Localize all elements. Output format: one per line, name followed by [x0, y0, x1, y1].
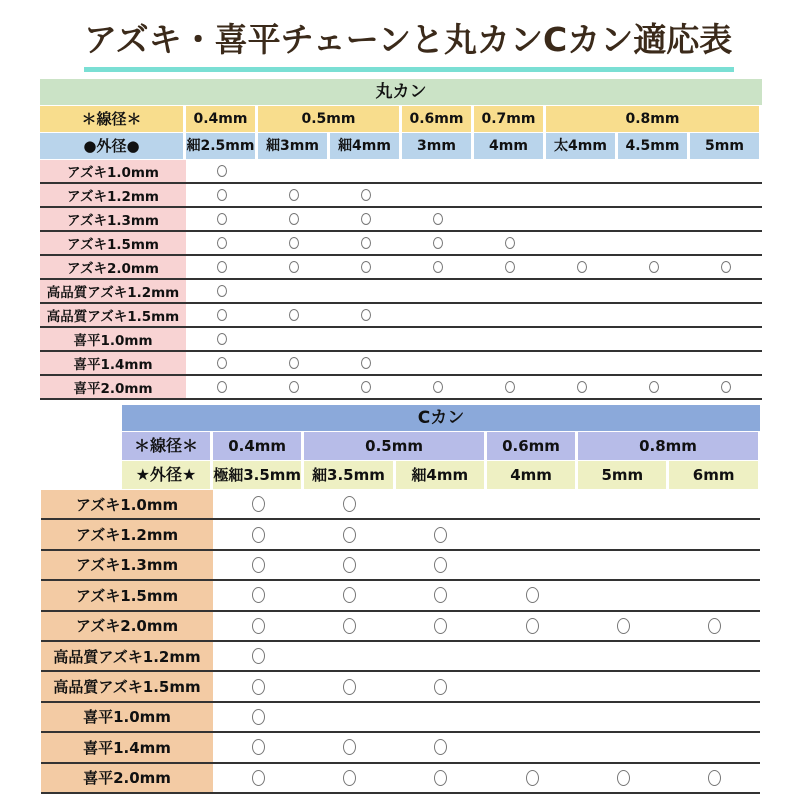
outer-diameter-row [40, 133, 762, 159]
mark-cell [304, 496, 395, 512]
table-row [41, 551, 760, 581]
compatible-circle-icon [289, 357, 299, 369]
compatible-circle-icon [289, 381, 299, 393]
row-label: アズキ1.0mm [41, 490, 213, 518]
mark-cell [395, 618, 486, 634]
mark-cell [186, 357, 258, 369]
outer-diameter-cell: 6mm [669, 461, 757, 489]
mark-cell [213, 739, 304, 755]
compatible-circle-icon [708, 770, 721, 786]
compatible-circle-icon [252, 587, 265, 603]
mark-cell [578, 770, 669, 786]
row-label: 喜平1.4mm [40, 352, 186, 374]
compatible-circle-icon [361, 237, 371, 249]
wire-diameter-cell: 0.8mm [546, 106, 759, 132]
compatible-circle-icon [217, 213, 227, 225]
outer-diameter-label: ●外径● [40, 133, 183, 159]
compatible-circle-icon [289, 309, 299, 321]
table-row [41, 642, 760, 672]
mark-cell [304, 557, 395, 573]
compatible-circle-icon [434, 527, 447, 543]
table-row [40, 184, 762, 208]
table-row [41, 733, 760, 763]
row-label: アズキ1.5mm [41, 581, 213, 609]
table-row [41, 612, 760, 642]
table-row [40, 160, 762, 184]
mark-cell [402, 237, 474, 249]
outer-diameter-cell: 3mm [402, 133, 471, 159]
row-label: 高品質アズキ1.2mm [40, 280, 186, 302]
table-row [41, 520, 760, 550]
mark-cell [186, 261, 258, 273]
mark-cell [690, 261, 762, 273]
compatible-circle-icon [252, 557, 265, 573]
table-header [122, 405, 760, 489]
compatible-circle-icon [434, 770, 447, 786]
compatible-circle-icon [217, 189, 227, 201]
mark-cell [304, 770, 395, 786]
wire-diameter-label: ＊線径＊ [40, 106, 183, 132]
wire-diameter-cell: 0.4mm [213, 432, 301, 460]
table-row [41, 581, 760, 611]
mark-cell [618, 381, 690, 393]
compatible-circle-icon [252, 496, 265, 512]
compatible-circle-icon [217, 261, 227, 273]
mark-cell [304, 679, 395, 695]
wire-diameter-label: ＊線径＊ [122, 432, 210, 460]
mark-cell [330, 381, 402, 393]
compatible-circle-icon [505, 237, 515, 249]
compatible-circle-icon [217, 309, 227, 321]
mark-cell [186, 285, 258, 297]
mark-cell [474, 381, 546, 393]
mark-cell [487, 770, 578, 786]
mark-cell [213, 709, 304, 725]
row-label: アズキ2.0mm [40, 256, 186, 278]
row-label: アズキ1.0mm [40, 160, 186, 182]
compatible-circle-icon [361, 357, 371, 369]
mark-cell [258, 309, 330, 321]
compatible-circle-icon [526, 618, 539, 634]
compatible-circle-icon [526, 770, 539, 786]
table-row [40, 352, 762, 376]
compatible-circle-icon [721, 381, 731, 393]
row-label: 喜平1.0mm [40, 328, 186, 350]
table-title: Cカン [122, 405, 760, 431]
wire-diameter-row [122, 432, 760, 460]
mark-cell [258, 237, 330, 249]
wire-diameter-cell: 0.7mm [474, 106, 543, 132]
mark-cell [258, 213, 330, 225]
row-label: アズキ1.2mm [40, 184, 186, 206]
mark-cell [395, 770, 486, 786]
compatible-circle-icon [289, 213, 299, 225]
mark-cell [186, 237, 258, 249]
compatible-circle-icon [434, 557, 447, 573]
compatible-circle-icon [252, 618, 265, 634]
compatible-circle-icon [577, 261, 587, 273]
compatible-circle-icon [505, 381, 515, 393]
mark-cell [395, 557, 486, 573]
compatible-circle-icon [217, 285, 227, 297]
mark-cell [474, 261, 546, 273]
mark-cell [213, 496, 304, 512]
wire-diameter-cell: 0.5mm [258, 106, 399, 132]
compatible-circle-icon [649, 261, 659, 273]
table-row [40, 328, 762, 352]
compatible-circle-icon [361, 309, 371, 321]
table-body [40, 160, 762, 400]
compatible-circle-icon [433, 261, 443, 273]
mark-cell [402, 261, 474, 273]
compatible-circle-icon [252, 679, 265, 695]
mark-cell [546, 261, 618, 273]
mark-cell [213, 527, 304, 543]
table-row [41, 703, 760, 733]
row-label: アズキ1.3mm [41, 551, 213, 579]
compatible-circle-icon [343, 527, 356, 543]
compatible-circle-icon [343, 618, 356, 634]
mark-cell [304, 618, 395, 634]
mark-cell [487, 587, 578, 603]
compatible-circle-icon [434, 679, 447, 695]
mark-cell [618, 261, 690, 273]
row-label: 高品質アズキ1.5mm [40, 304, 186, 326]
compatible-circle-icon [252, 709, 265, 725]
table-body [41, 490, 760, 794]
mark-cell [402, 213, 474, 225]
compatible-circle-icon [433, 381, 443, 393]
compatible-circle-icon [343, 770, 356, 786]
compatible-circle-icon [252, 739, 265, 755]
compatible-circle-icon [289, 261, 299, 273]
outer-diameter-cell: 5mm [578, 461, 666, 489]
mark-cell [330, 213, 402, 225]
mark-cell [258, 189, 330, 201]
compatible-circle-icon [433, 213, 443, 225]
page-title: アズキ・喜平チェーンと丸カンCカン適応表 [84, 14, 734, 72]
compatible-circle-icon [252, 527, 265, 543]
mark-cell [213, 587, 304, 603]
mark-cell [330, 189, 402, 201]
table-row [40, 280, 762, 304]
outer-diameter-cell: 4mm [474, 133, 543, 159]
outer-diameter-cell: 細4mm [330, 133, 399, 159]
row-label: 高品質アズキ1.5mm [41, 672, 213, 700]
mark-cell [186, 381, 258, 393]
outer-diameter-cell: 細2.5mm [186, 133, 255, 159]
compatible-circle-icon [526, 587, 539, 603]
table-row [41, 672, 760, 702]
outer-diameter-row [122, 461, 760, 489]
mark-cell [213, 770, 304, 786]
row-label: 喜平1.4mm [41, 733, 213, 761]
table-row [40, 256, 762, 280]
compatible-circle-icon [617, 618, 630, 634]
mark-cell [546, 381, 618, 393]
maru-kan-table [40, 79, 762, 400]
table-row [40, 304, 762, 328]
compatible-circle-icon [217, 333, 227, 345]
compatible-circle-icon [343, 679, 356, 695]
compatible-circle-icon [708, 618, 721, 634]
compatible-circle-icon [289, 237, 299, 249]
table-title: 丸カン [40, 79, 762, 105]
outer-diameter-cell: 細3mm [258, 133, 327, 159]
compatible-circle-icon [361, 261, 371, 273]
table-header [40, 79, 762, 159]
mark-cell [474, 237, 546, 249]
row-label: アズキ2.0mm [41, 612, 213, 640]
mark-cell [487, 618, 578, 634]
compatible-circle-icon [617, 770, 630, 786]
mark-cell [330, 261, 402, 273]
compatible-circle-icon [434, 739, 447, 755]
c-kan-table [41, 405, 760, 794]
mark-cell [186, 309, 258, 321]
compatible-circle-icon [505, 261, 515, 273]
compatible-circle-icon [433, 237, 443, 249]
mark-cell [669, 618, 760, 634]
table-row [40, 232, 762, 256]
compatible-circle-icon [252, 770, 265, 786]
row-label: 高品質アズキ1.2mm [41, 642, 213, 670]
mark-cell [186, 189, 258, 201]
row-label: 喜平2.0mm [41, 764, 213, 792]
mark-cell [213, 557, 304, 573]
mark-cell [395, 527, 486, 543]
compatible-circle-icon [361, 213, 371, 225]
outer-diameter-label: ★外径★ [122, 461, 210, 489]
outer-diameter-cell: 太4mm [546, 133, 615, 159]
wire-diameter-cell: 0.5mm [304, 432, 484, 460]
compatible-circle-icon [217, 381, 227, 393]
mark-cell [258, 357, 330, 369]
compatible-circle-icon [343, 739, 356, 755]
wire-diameter-cell: 0.6mm [487, 432, 575, 460]
mark-cell [330, 357, 402, 369]
outer-diameter-cell: 5mm [690, 133, 759, 159]
wire-diameter-cell: 0.8mm [578, 432, 758, 460]
compatible-circle-icon [343, 557, 356, 573]
compatible-circle-icon [649, 381, 659, 393]
compatible-circle-icon [434, 587, 447, 603]
outer-diameter-cell: 細4mm [396, 461, 484, 489]
wire-diameter-row [40, 106, 762, 132]
compatible-circle-icon [721, 261, 731, 273]
table-row [41, 490, 760, 520]
compatible-circle-icon [361, 381, 371, 393]
outer-diameter-cell: 4mm [487, 461, 575, 489]
mark-cell [690, 381, 762, 393]
mark-cell [213, 648, 304, 664]
mark-cell [304, 587, 395, 603]
compatible-circle-icon [343, 496, 356, 512]
mark-cell [213, 679, 304, 695]
mark-cell [395, 679, 486, 695]
outer-diameter-cell: 細3.5mm [304, 461, 392, 489]
mark-cell [402, 381, 474, 393]
wire-diameter-cell: 0.6mm [402, 106, 471, 132]
table-row [41, 764, 760, 794]
mark-cell [395, 739, 486, 755]
mark-cell [669, 770, 760, 786]
row-label: アズキ1.2mm [41, 520, 213, 548]
row-label: アズキ1.5mm [40, 232, 186, 254]
mark-cell [578, 618, 669, 634]
compatible-circle-icon [217, 237, 227, 249]
outer-diameter-cell: 極細3.5mm [213, 461, 301, 489]
mark-cell [330, 309, 402, 321]
mark-cell [304, 739, 395, 755]
mark-cell [186, 213, 258, 225]
mark-cell [186, 333, 258, 345]
compatible-circle-icon [577, 381, 587, 393]
mark-cell [304, 527, 395, 543]
mark-cell [258, 261, 330, 273]
mark-cell [395, 587, 486, 603]
mark-cell [330, 237, 402, 249]
compatible-circle-icon [217, 165, 227, 177]
mark-cell [258, 381, 330, 393]
compatible-circle-icon [343, 587, 356, 603]
compatible-circle-icon [434, 618, 447, 634]
compatible-circle-icon [252, 648, 265, 664]
mark-cell [213, 618, 304, 634]
compatible-circle-icon [289, 189, 299, 201]
table-row [40, 208, 762, 232]
row-label: 喜平2.0mm [40, 376, 186, 398]
row-label: アズキ1.3mm [40, 208, 186, 230]
row-label: 喜平1.0mm [41, 703, 213, 731]
wire-diameter-cell: 0.4mm [186, 106, 255, 132]
outer-diameter-cell: 4.5mm [618, 133, 687, 159]
table-row [40, 376, 762, 400]
mark-cell [186, 165, 258, 177]
compatible-circle-icon [361, 189, 371, 201]
compatible-circle-icon [217, 357, 227, 369]
